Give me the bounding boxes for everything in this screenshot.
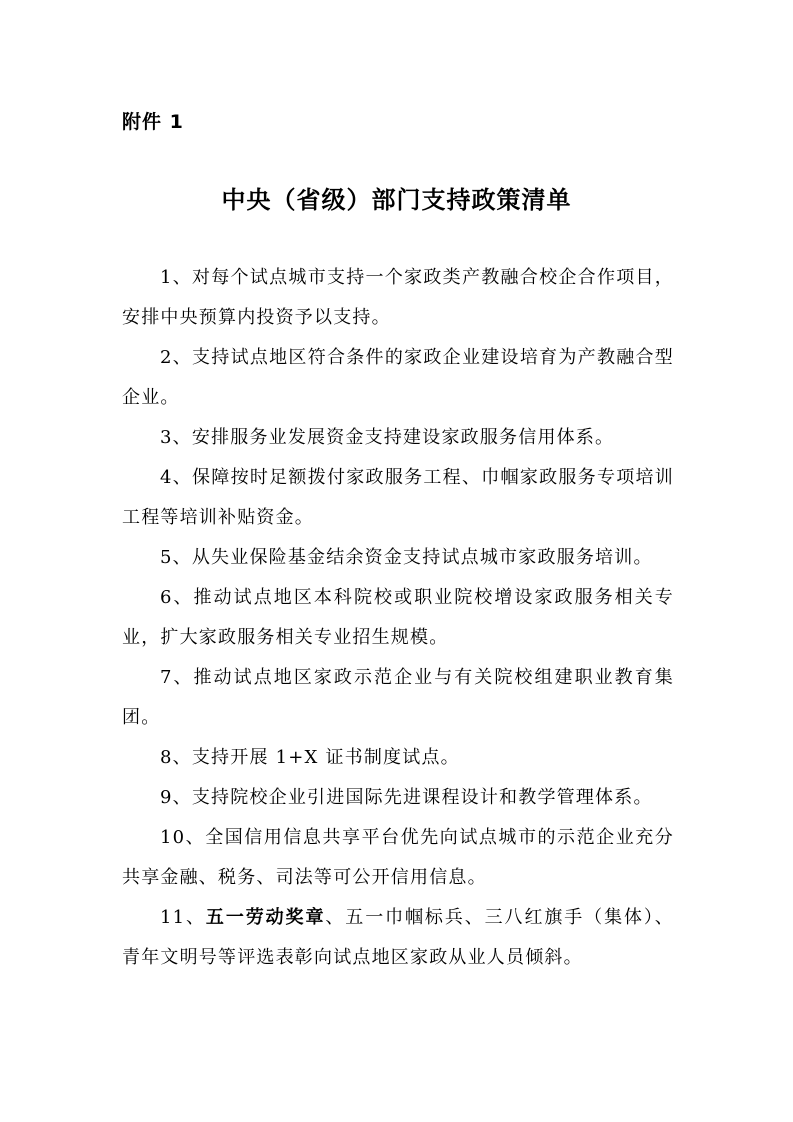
- policy-item: 10、全国信用信息共享平台优先向试点城市的示范企业充分共享金融、税务、司法等可公开信用信息。: [122, 827, 674, 888]
- attachment-label: 附件 1: [122, 111, 184, 133]
- policy-list: [122, 258, 674, 978]
- policy-item: 6、推动试点地区本科院校或职业院校增设家政服务相关专业，扩大家政服务相关专业招生规模。: [122, 587, 674, 648]
- policy-item: 8、支持开展 1+X 证书制度试点。: [160, 747, 460, 768]
- policy-item: 7、推动试点地区家政示范企业与有关院校组建职业教育集团。: [122, 667, 674, 728]
- policy-item-text: 、五一巾帼标兵、三八红旗手（集体）、青年文明号等评选表彰向试点地区家政从业人员倾斜。: [122, 907, 674, 968]
- policy-item-number: 11、: [160, 907, 206, 928]
- policy-item-bold-text: 五一劳动奖章: [205, 907, 326, 928]
- policy-item: 9、支持院校企业引进国际先进课程设计和教学管理体系。: [160, 787, 653, 808]
- policy-item: 5、从失业保险基金结余资金支持试点城市家政服务培训。: [160, 547, 653, 568]
- policy-item: 1、对每个试点城市支持一个家政类产教融合校企合作项目，安排中央预算内投资予以支持。: [122, 267, 674, 328]
- page-title: 中央（省级）部门支持政策清单: [221, 186, 572, 214]
- policy-item: 3、安排服务业发展资金支持建设家政服务信用体系。: [160, 427, 615, 448]
- policy-item: [122, 898, 674, 978]
- policy-item: 4、保障按时足额拨付家政服务工程、巾帼家政服务专项培训工程等培训补贴资金。: [122, 467, 674, 528]
- policy-item: 2、支持试点地区符合条件的家政企业建设培育为产教融合型企业。: [122, 347, 674, 408]
